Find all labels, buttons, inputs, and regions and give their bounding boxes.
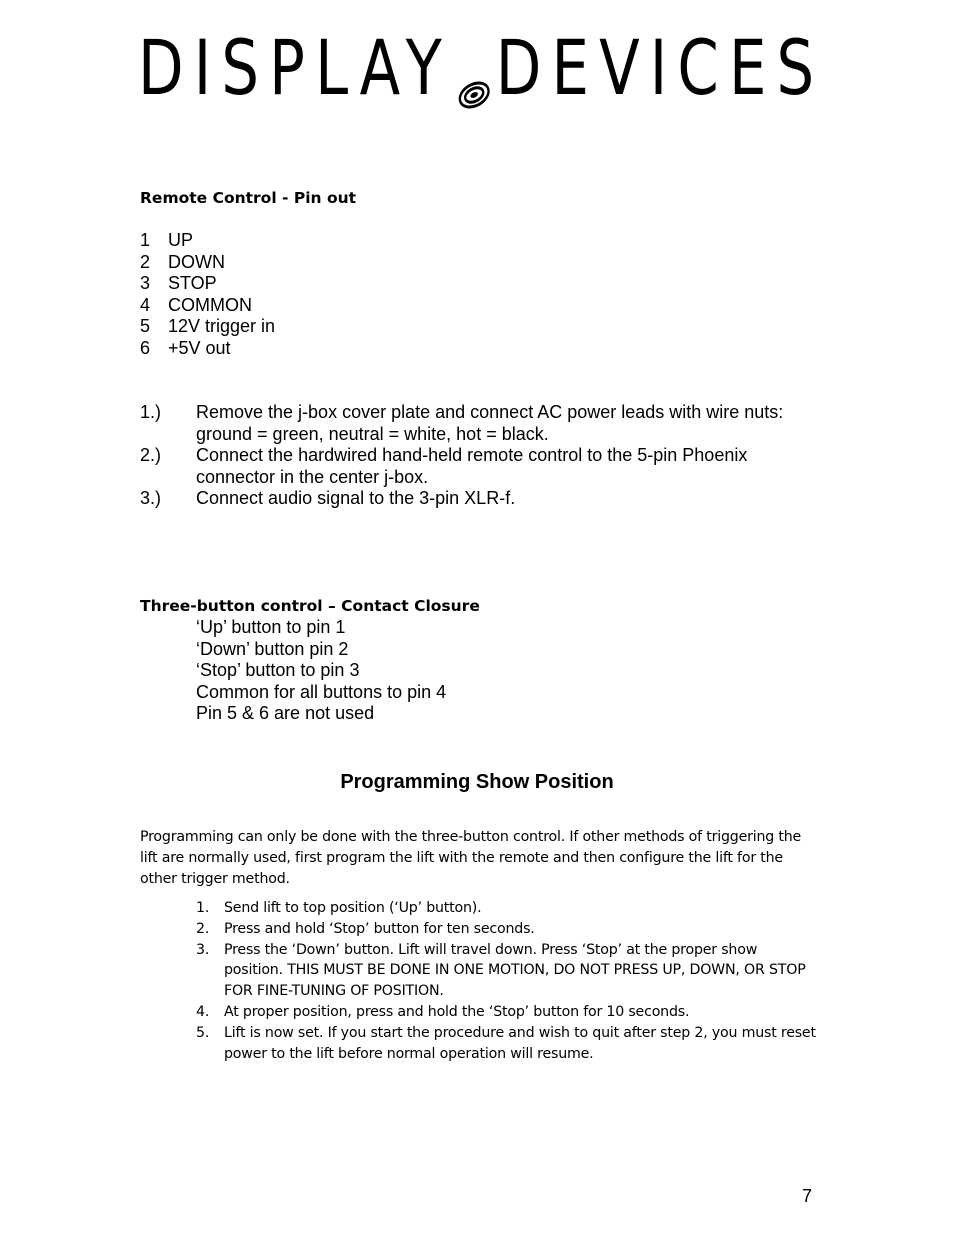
list-item — [196, 919, 816, 940]
step-number: 5. — [196, 1024, 210, 1041]
pin-number: 5 — [140, 316, 151, 337]
pin-number: 2 — [140, 251, 151, 272]
logo-text-display: DISPLAY — [138, 23, 453, 112]
pin-number: 1 — [140, 230, 151, 250]
pin-label: STOP — [168, 273, 217, 294]
step-text: Lift is now set. If you start the procedure and wish to quit after step 2, you must reset power to the lift before normal operation will resume. — [224, 1024, 816, 1062]
step-number: 1.) — [140, 402, 162, 422]
logo-text-devices: DEVICES — [495, 23, 825, 112]
list-item — [196, 1002, 816, 1023]
pin-label: 12V trigger in — [168, 316, 276, 337]
list-item — [140, 402, 830, 445]
list-item — [140, 273, 275, 295]
step-text: Press the ‘Down’ button. Lift will travel down. Press ‘Stop’ at the proper show position. THIS MUST BE DONE IN ONE MOTION, DO NOT PRESS UP, DOWN, OR STOP FOR FINE-TUNING OF POSITION. — [224, 941, 806, 1000]
list-item: ‘Down’ button pin 2 — [196, 638, 349, 659]
contact-closure-heading: Three-button control – Contact Closure — [140, 597, 480, 615]
list-item: ‘Up’ button to pin 1 — [196, 617, 346, 637]
list-item — [140, 252, 275, 274]
page-number: 7 — [802, 1186, 813, 1206]
step-number: 3.) — [140, 488, 162, 509]
step-text: Press and hold ‘Stop’ button for ten seconds. — [224, 920, 535, 937]
list-item — [196, 1023, 816, 1065]
step-number: 2. — [196, 920, 210, 937]
contact-closure-list — [196, 617, 446, 725]
list-item: Pin 5 & 6 are not used — [196, 703, 375, 724]
list-item — [196, 898, 816, 919]
pin-number: 6 — [140, 337, 151, 358]
pin-label: +5V out — [168, 337, 231, 358]
programming-steps — [196, 898, 816, 1064]
programming-title: Programming Show Position — [340, 771, 614, 793]
list-item — [140, 230, 275, 252]
list-item — [140, 488, 830, 510]
step-text: Connect audio signal to the 3-pin XLR-f. — [196, 488, 516, 509]
step-text: Connect the hardwired hand-held remote control to the 5-pin Phoenix connector in the center j-box. — [196, 445, 748, 487]
pin-label: UP — [168, 230, 194, 250]
pin-number: 4 — [140, 294, 151, 315]
step-number: 2.) — [140, 445, 162, 466]
pin-number: 3 — [140, 273, 151, 294]
installation-steps — [140, 402, 830, 510]
list-item — [140, 338, 275, 360]
step-number: 1. — [196, 900, 210, 916]
step-text: Send lift to top position (‘Up’ button). — [224, 900, 482, 916]
remote-pinout-heading: Remote Control - Pin out — [140, 189, 357, 207]
step-text: Remove the j-box cover plate and connect AC power leads with wire nuts: ground = green, neutral = white, hot = black. — [196, 402, 784, 444]
pin-list — [140, 230, 275, 360]
list-item — [140, 316, 275, 338]
step-number: 3. — [196, 941, 210, 958]
company-logo — [138, 23, 825, 112]
list-item — [140, 445, 830, 488]
list-item: ‘Stop’ button to pin 3 — [196, 660, 360, 681]
logo-disc-icon — [457, 48, 491, 88]
list-item: Common for all buttons to pin 4 — [196, 681, 447, 702]
programming-intro: Programming can only be done with the three-button control. If other methods of triggering the lift are normally used, first program the lift with the remote and then configure the lift for the other trigger method. — [140, 829, 802, 887]
step-text: At proper position, press and hold the ‘Stop’ button for 10 seconds. — [224, 1003, 690, 1020]
pin-label: COMMON — [168, 294, 252, 315]
pin-label: DOWN — [168, 251, 225, 272]
list-item — [140, 295, 275, 317]
step-number: 4. — [196, 1003, 210, 1020]
list-item — [196, 940, 816, 1002]
